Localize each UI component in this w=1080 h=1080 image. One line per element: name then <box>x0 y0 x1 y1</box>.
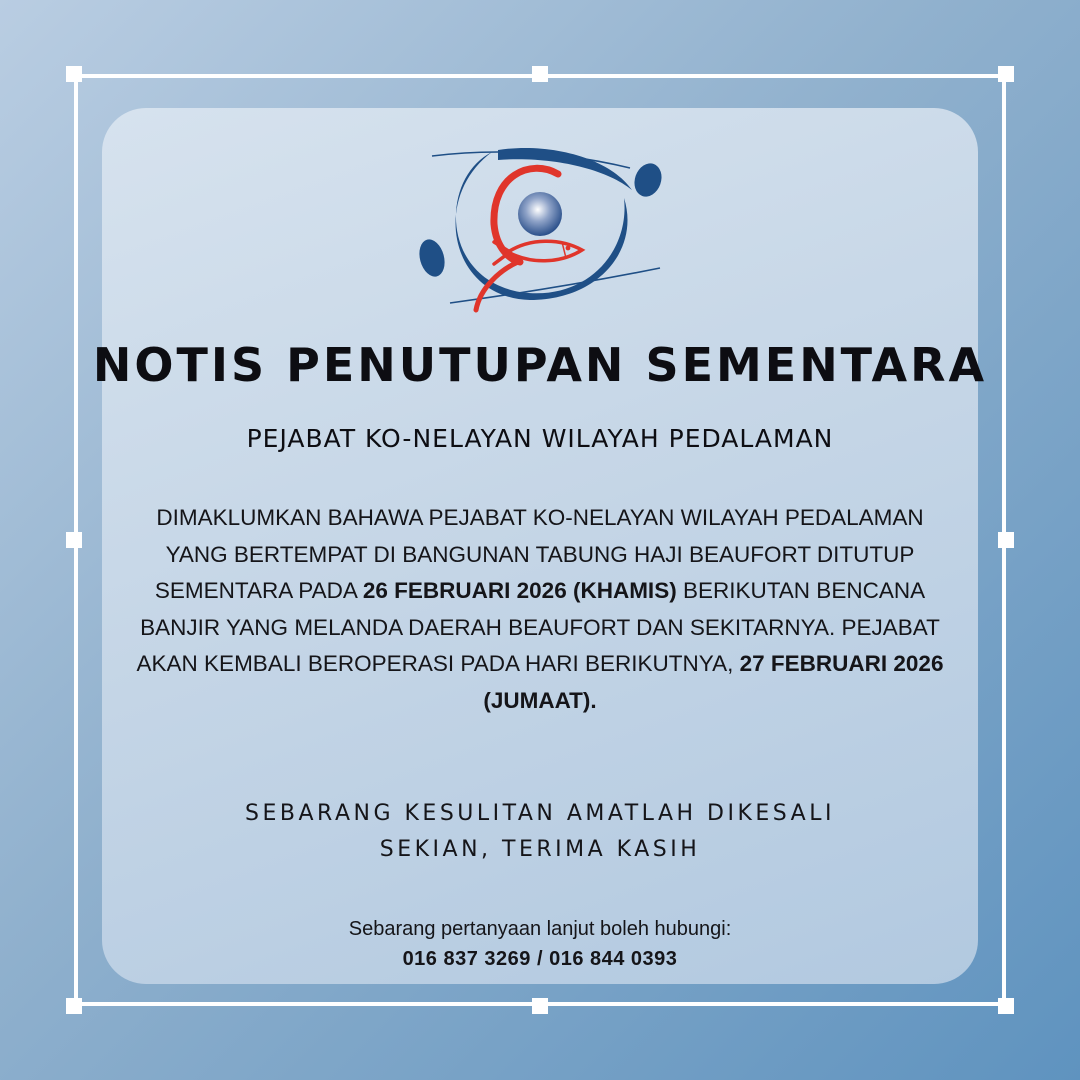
notice-title: NOTIS PENUTUPAN SEMENTARA <box>92 338 988 392</box>
thanks-line: SEKIAN, TERIMA KASIH <box>379 837 701 862</box>
frame-handle-top-mid <box>532 66 548 82</box>
notice-subtitle: PEJABAT KO-NELAYAN WILAYAH PEDALAMAN <box>246 424 834 453</box>
notice-body <box>132 500 948 720</box>
frame-handle-bottom-mid <box>532 998 548 1014</box>
frame-handle-bottom-left <box>66 998 82 1014</box>
ko-nelayan-logo <box>410 138 670 318</box>
frame-handle-mid-right <box>998 532 1014 548</box>
apology-line: SEBARANG KESULITAN AMATLAH DIKESALI <box>245 801 835 826</box>
reopen-date: 27 FEBRUARI 2026 (JUMAAT). <box>483 651 944 713</box>
contact-block <box>0 914 1080 974</box>
frame-handle-top-right <box>998 66 1014 82</box>
contact-phones: 016 837 3269 / 016 844 0393 <box>402 948 678 970</box>
contact-label: Sebarang pertanyaan lanjut boleh hubungi: <box>348 918 732 940</box>
apology-block <box>0 796 1080 868</box>
frame-handle-top-left <box>66 66 82 82</box>
body-text-part2: BERIKUTAN BENCANA BANJIR YANG MELANDA DAERAH BEAUFORT DAN SEKITARNYA. PEJABAT AKAN KEMBALI BEROPERASI PADA HARI BERIKUTNYA, <box>136 578 940 677</box>
frame-handle-mid-left <box>66 532 82 548</box>
closure-date: 26 FEBRUARI 2026 (KHAMIS) <box>362 578 677 604</box>
body-text-part1: DIMAKLUMKAN BAHAWA PEJABAT KO-NELAYAN WILAYAH PEDALAMAN YANG BERTEMPAT DI BANGUNAN TABUNG HAJI BEAUFORT DITUTUP SEMENTARA PADA <box>154 505 924 604</box>
frame-handle-bottom-right <box>998 998 1014 1014</box>
